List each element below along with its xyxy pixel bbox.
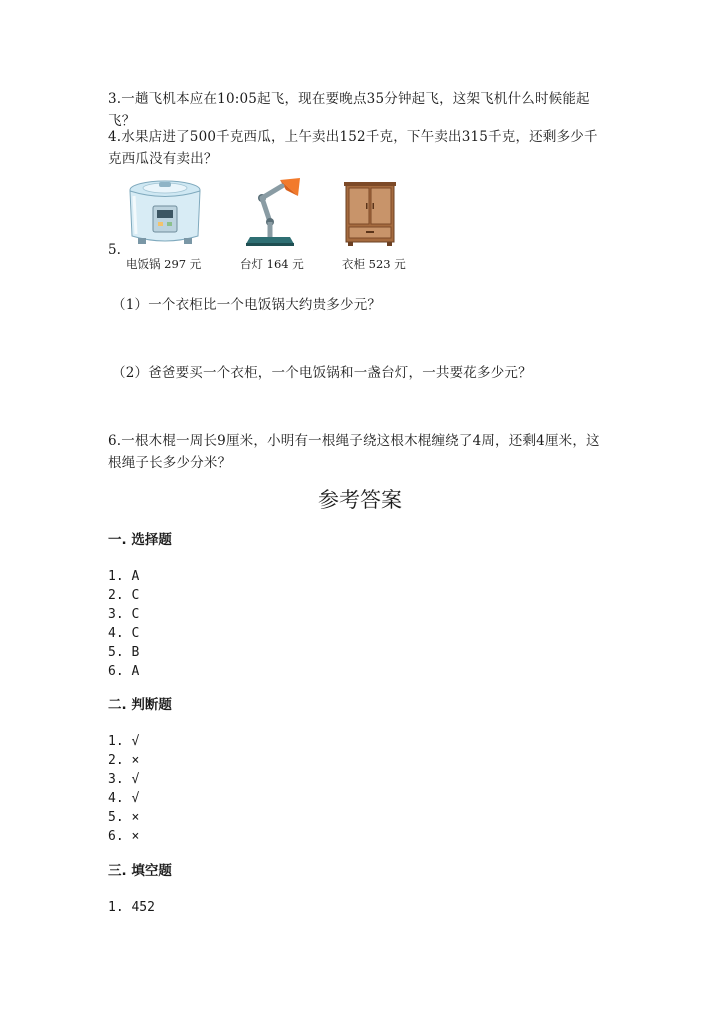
question-5-number: 5. [108,242,121,258]
question-5-part-1: （1）一个衣柜比一个电饭锅大约贵多少元？ [112,297,382,313]
question-6: 6.一根木棍一周长9厘米，小明有一根绳子绕这根木棍缠绕了4周，还剩4厘米，这根绳子长多少分米？ [108,433,600,471]
section-heading-judgment: 二. 判断题 [108,697,172,713]
list-item: 5. × [108,810,140,825]
choice-answers-list [108,567,139,681]
list-item: 1. 452 [108,900,155,915]
section-heading-choice: 一. 选择题 [108,532,172,548]
list-item: 1. A [108,569,140,584]
list-item: 3. √ [108,772,140,787]
desk-lamp-caption: 台灯 164 元 [240,257,304,271]
question-4: 4.水果店进了500千克西瓜，上午卖出152千克，下午卖出315千克，还剩多少千克西瓜没有卖出？ [108,129,598,167]
question-5-figure [108,176,428,272]
list-item: 4. C [108,626,140,641]
wardrobe-caption: 衣柜 523 元 [342,257,406,271]
answer-key-title: 参考答案 [318,488,402,512]
list-item: 5. B [108,645,140,660]
fill-blank-answers-list [108,898,155,917]
question-3: 3.一趟飞机本应在10:05起飞，现在要晚点35分钟起飞，这架飞机什么时候能起飞？ [108,91,590,129]
list-item: 6. A [108,664,140,679]
section-heading-fill-blank: 三. 填空题 [108,863,172,879]
rice-cooker-icon [128,176,202,248]
list-item: 6. × [108,829,140,844]
rice-cooker-caption: 电饭锅 297 元 [126,257,202,271]
wardrobe-icon [344,176,396,248]
list-item: 2. C [108,588,140,603]
list-item: 4. √ [108,791,140,806]
list-item: 3. C [108,607,140,622]
question-5-part-2: （2）爸爸要买一个衣柜，一个电饭锅和一盏台灯，一共要花多少元？ [112,365,532,381]
desk-lamp-icon [240,176,302,248]
list-item: 2. × [108,753,140,768]
list-item: 1. √ [108,734,140,749]
judgment-answers-list [108,732,139,846]
